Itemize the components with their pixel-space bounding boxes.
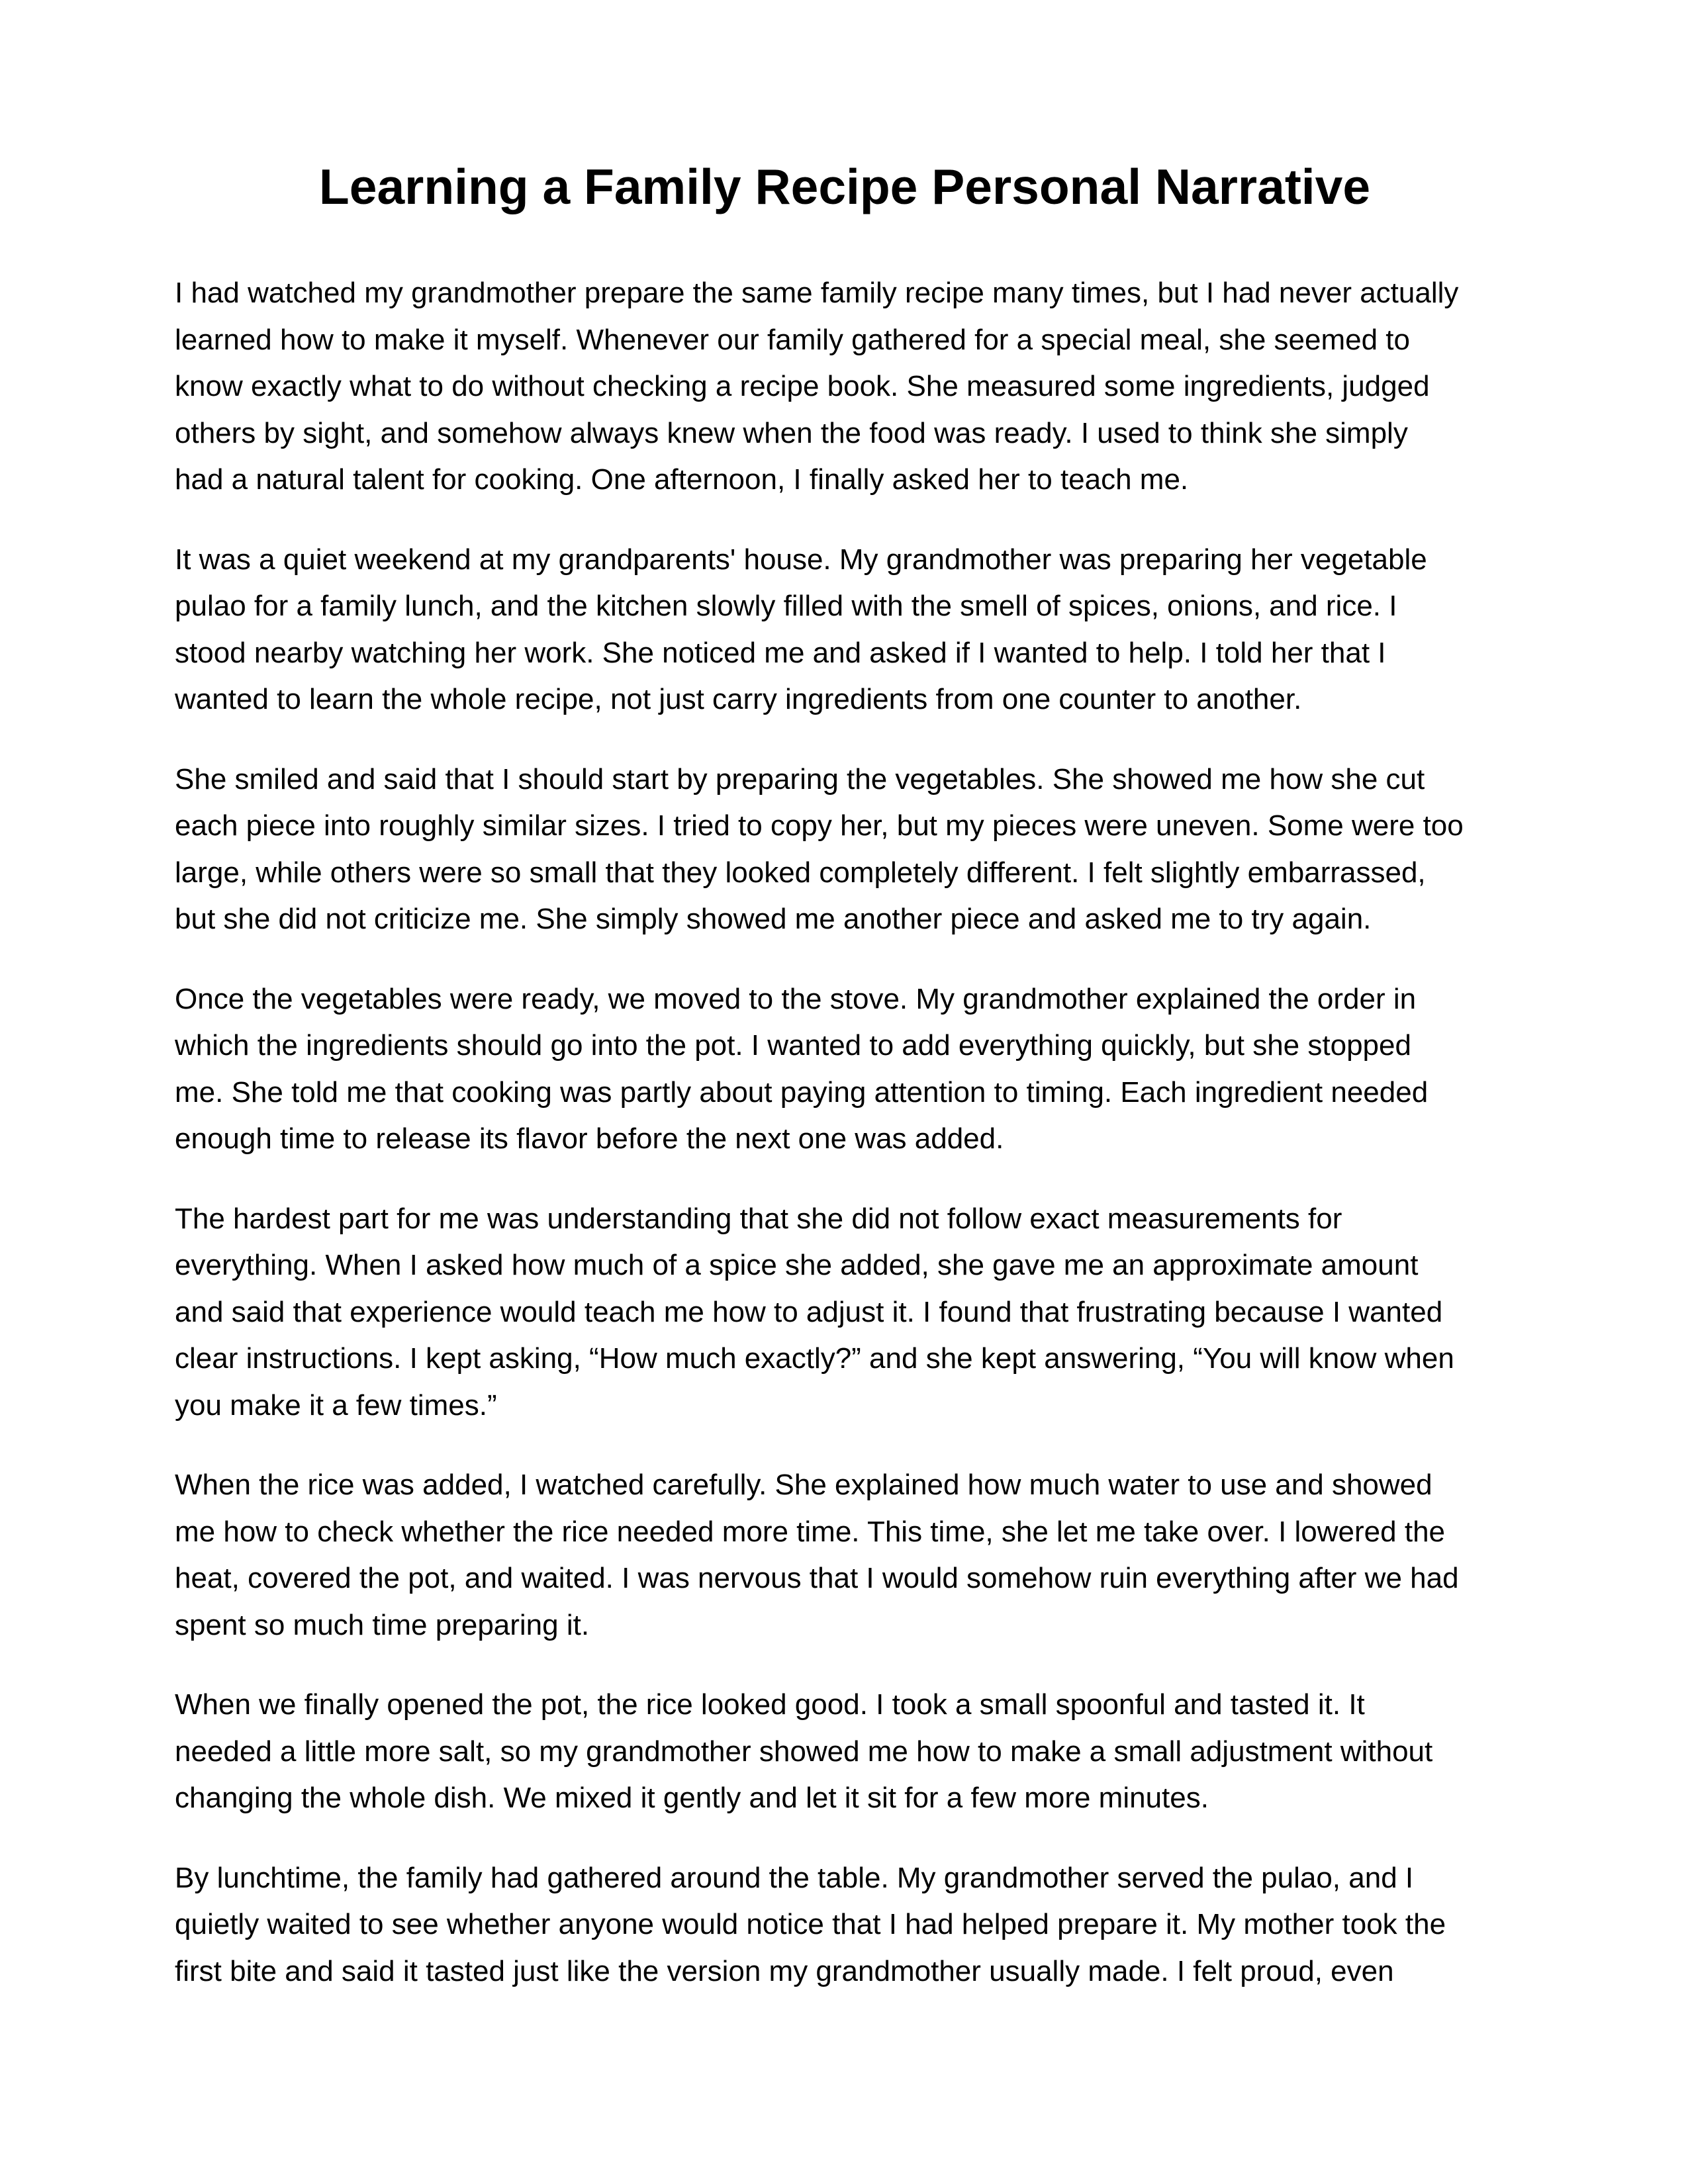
- text-line: which the ingredients should go into the pot. I wanted to add everything quickly, but she stopped: [175, 1029, 1411, 1062]
- text-line: but she did not criticize me. She simply showed me another piece and asked me to try again.: [175, 903, 1372, 935]
- text-line: enough time to release its flavor before the next one was added.: [175, 1122, 1004, 1155]
- text-line: She smiled and said that I should start by preparing the vegetables. She showed me how she cut: [175, 762, 1425, 796]
- text-line: The hardest part for me was understanding that she did not follow exact measurements for: [175, 1202, 1342, 1235]
- text-line: had a natural talent for cooking. One afternoon, I finally asked her to teach me.: [175, 463, 1189, 496]
- document-page: [175, 0, 1515, 2184]
- document-body: [175, 270, 1515, 2028]
- paragraph-6: [175, 1462, 1515, 1649]
- paragraph-8: [175, 1855, 1515, 1995]
- text-line: pulao for a family lunch, and the kitchen slowly filled with the smell of spices, onions, and rice. I: [175, 590, 1397, 622]
- text-line: It was a quiet weekend at my grandparents' house. My grandmother was preparing her vegetable: [175, 543, 1427, 576]
- text-line: By lunchtime, the family had gathered around the table. My grandmother served the pulao, and I: [175, 1861, 1414, 1894]
- text-line: changing the whole dish. We mixed it gently and let it sit for a few more minutes.: [175, 1782, 1209, 1814]
- text-line: and said that experience would teach me how to adjust it. I found that frustrating because I wanted: [175, 1295, 1443, 1328]
- text-line: know exactly what to do without checking a recipe book. She measured some ingredients, judged: [175, 370, 1430, 402]
- text-line: me. She told me that cooking was partly about paying attention to timing. Each ingredient needed: [175, 1075, 1429, 1109]
- text-line: needed a little more salt, so my grandmother showed me how to make a small adjustment without: [175, 1735, 1433, 1768]
- text-line: each piece into roughly similar sizes. I tried to copy her, but my pieces were uneven. Some were too: [175, 809, 1464, 842]
- text-line: When the rice was added, I watched carefully. She explained how much water to use and showed: [175, 1469, 1432, 1501]
- text-line: quietly waited to see whether anyone would notice that I had helped prepare it. My mother took the: [175, 1908, 1446, 1940]
- text-line: you make it a few times.”: [175, 1388, 497, 1422]
- paragraph-2: [175, 537, 1515, 723]
- text-line: large, while others were so small that they looked completely different. I felt slightly embarrassed,: [175, 856, 1426, 889]
- text-line: I had watched my grandmother prepare the same family recipe many times, but I had never actually: [175, 277, 1459, 309]
- text-line: wanted to learn the whole recipe, not just carry ingredients from one counter to another.: [175, 683, 1302, 715]
- text-line: heat, covered the pot, and waited. I was nervous that I would somehow ruin everything after we had: [175, 1562, 1459, 1594]
- paragraph-5: [175, 1196, 1515, 1430]
- text-line: others by sight, and somehow always knew when the food was ready. I used to think she simply: [175, 416, 1408, 449]
- text-line: spent so much time preparing it.: [175, 1608, 590, 1641]
- text-line: clear instructions. I kept asking, “How much exactly?” and she kept answering, “You will know when: [175, 1342, 1454, 1375]
- text-line: me how to check whether the rice needed more time. This time, she let me take over. I lowered the: [175, 1515, 1446, 1548]
- text-line: When we finally opened the pot, the rice looked good. I took a small spoonful and tasted it. It: [175, 1688, 1365, 1721]
- document-title: Learning a Family Recipe Personal Narrative: [318, 159, 1371, 214]
- paragraph-4: [175, 976, 1515, 1163]
- text-line: stood nearby watching her work. She noticed me and asked if I wanted to help. I told her that I: [175, 636, 1386, 669]
- paragraph-3: [175, 756, 1515, 943]
- paragraph-7: [175, 1682, 1515, 1822]
- paragraph-1: [175, 270, 1515, 504]
- text-line: everything. When I asked how much of a spice she added, she gave me an approximate amount: [175, 1249, 1419, 1281]
- text-line: learned how to make it myself. Whenever our family gathered for a special meal, she seemed to: [175, 323, 1411, 356]
- text-line: first bite and said it tasted just like the version my grandmother usually made. I felt proud, even: [175, 1954, 1394, 1987]
- text-line: Once the vegetables were ready, we moved to the stove. My grandmother explained the order in: [175, 982, 1417, 1015]
